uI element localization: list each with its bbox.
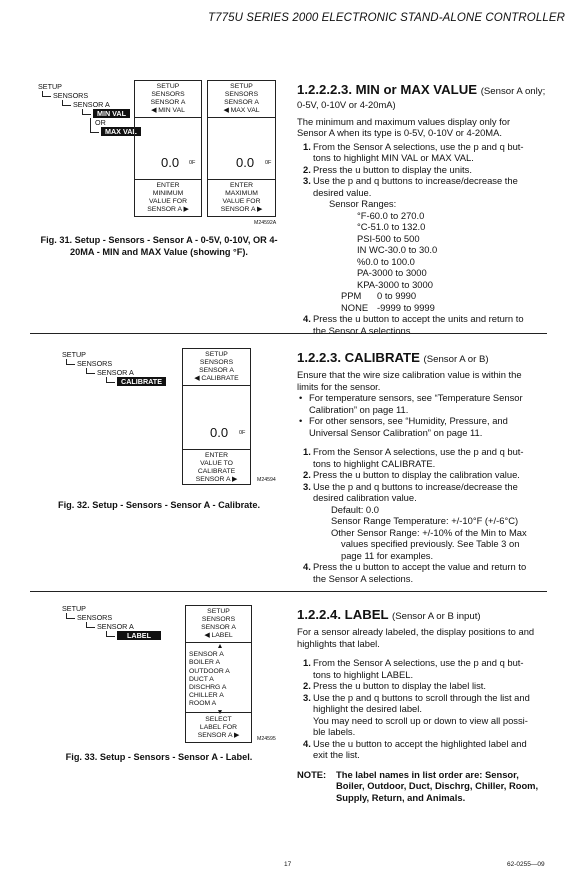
tree-or: OR	[90, 118, 106, 127]
figure-id: M24595	[257, 736, 276, 742]
list-item: 4. Press the u button to accept the units and return to the Sensor A selections.	[303, 313, 524, 336]
tree-setup: SETUP	[62, 350, 86, 359]
fig32-caption: Fig. 32. Setup - Sensors - Sensor A - Calibrate.	[58, 500, 260, 510]
fig31-menu-tree	[38, 82, 141, 136]
unit-label: 0F	[189, 160, 196, 166]
tree-setup: SETUP	[38, 82, 62, 91]
section-label	[297, 607, 552, 803]
fig31-caption: Fig. 31. Setup - Sensors - Sensor A - 0-5V, 0-10V, OR 4- 20MA - MIN and MAX Value (showing °F).	[40, 235, 278, 257]
list-item: 1. From the Sensor A selections, use the p and q but- tons to highlight CALIBRATE.	[303, 446, 524, 469]
none-range: NONE -9999 to 9999	[341, 301, 435, 313]
fig33-menu-tree	[62, 604, 161, 640]
tree-sensor-a: SENSOR A	[73, 100, 110, 109]
unit-label: 0F	[265, 160, 272, 166]
figure-id: M24592A	[254, 220, 277, 226]
list-item: 2. Press the u button to display the calibration value.	[303, 469, 520, 480]
section-intro: The minimum and maximum values display only for Sensor A when its type is 0-5V, 0-10V or 4-20MA.	[297, 115, 511, 138]
note-label: NOTE:	[297, 768, 327, 780]
section-heading: 1.2.2.2.3. MIN or MAX VALUE (Sensor A only;	[297, 82, 546, 97]
step-list	[297, 446, 552, 584]
tree-max-val: MAX VAL	[101, 127, 141, 136]
scroll-up-icon: ▲	[216, 643, 224, 650]
document-number: 62-0255—09	[507, 861, 545, 868]
fig31-max-display: SETUP SENSORS SENSOR A ◀ MAX VAL 0.0 0F ENTER MAXIMUM VALUE FOR SENSOR A ▶	[207, 80, 276, 217]
list-item: 2. Press the u button to display the units.	[303, 163, 472, 175]
section-min-max-value	[297, 82, 552, 336]
section-intro: Ensure that the wire size calibration value is within the limits for the sensor.	[297, 369, 522, 392]
fig32-calibrate-display: SETUP SENSORS SENSOR A ◀ CALIBRATE 0.0 0F ENTER VALUE TO CALIBRATE SENSOR A ▶	[182, 348, 251, 485]
section-heading: 1.2.2.3. CALIBRATE (Sensor A or B)	[297, 350, 489, 365]
fig33-label-display: SETUP SENSORS SENSOR A ◀ LABEL ▲ SENSOR A BOILER A OUTDOOR A DUCT A DISCHRG A CHILLER A ROOM A ▼ SELECT LABEL FOR SENSOR A ▶	[185, 605, 252, 743]
document-header: T775U SERIES 2000 ELECTRONIC STAND-ALONE CONTROLLER	[207, 12, 565, 24]
list-item: SENSOR A	[189, 651, 224, 659]
list-item: BOILER A	[189, 659, 220, 667]
min-value: 0.0	[161, 155, 180, 170]
tree-calibrate: CALIBRATE	[117, 377, 166, 386]
ppm-range: PPM 0 to 9990	[341, 290, 417, 301]
step-list	[297, 141, 552, 337]
section-intro: For a sensor already labeled, the display positions to and highlights that label.	[297, 626, 535, 649]
tree-sensors: SENSORS	[53, 91, 89, 100]
tree-setup: SETUP	[62, 604, 86, 613]
list-item: ROOM A	[189, 700, 217, 708]
list-item: 4. Use the u button to accept the highlighted label and exit the list.	[303, 737, 527, 760]
divider	[30, 591, 547, 592]
list-item: DUCT A	[189, 675, 214, 683]
list-item: OUTDOOR A	[189, 667, 230, 675]
ranges-label: Sensor Ranges:	[329, 198, 397, 209]
list-item: 3. Use the p and q buttons to increase/decrease the desired value. Sensor Ranges: °F-60.0 to 270.0 °C-51.0 to 132.0 PSI-500 to 500 IN WC-30.0 to 30.0 %0.0 to 100.0 PA-3000 to 3000 KPA-3000 to 3000 PPM 0 to 9990 NONE -9999 to 9999	[297, 175, 552, 313]
tree-sensors: SENSORS	[77, 613, 113, 622]
list-item: 3. Use the p and q buttons to scroll through the list and highlight the desired label. You may need to scroll up or down to view all possi- ble labels.	[303, 691, 530, 737]
section-calibrate	[297, 350, 552, 584]
section-heading-sub: 0-5V, 0-10V or 4-20mA)	[297, 99, 396, 110]
tree-min-val: MIN VAL	[93, 109, 130, 118]
list-item: • For other sensors, see “Humidity, Pressure, and Universal Sensor Calibration” on page 11.	[297, 415, 552, 438]
fig33-caption: Fig. 33. Setup - Sensors - Sensor A - Label.	[65, 752, 253, 762]
unit-label: 0F	[239, 430, 246, 436]
fig31-min-display: SETUP SENSORS SENSOR A ◀ MIN VAL 0.0 0F ENTER MINIMUM VALUE FOR SENSOR A ▶	[134, 80, 202, 217]
ranges-list: °F-60.0 to 270.0 °C-51.0 to 132.0 PSI-500 to 500 IN WC-30.0 to 30.0 %0.0 to 100.0 PA-3000 to 3000 KPA-3000 to 3000	[357, 209, 438, 290]
divider	[30, 333, 547, 334]
tree-sensor-a: SENSOR A	[97, 622, 134, 631]
note: NOTE: The label names in list order are: Sensor, Boiler, Outdoor, Duct, Dischrg, Chiller, Room, Supply, Return, and Animals.	[297, 768, 539, 803]
list-item: CHILLER A	[189, 692, 224, 700]
scroll-down-icon: ▼	[216, 708, 224, 716]
list-item: 3. Use the p and q buttons to increase/decrease the desired calibration value. Default: 0.0 Sensor Range Temperature: +/-10°F (+/-6°C) Other Sensor Range: +/-10% of the Min to Max values specified previously. See Table 3 on page 11 for examples.	[303, 480, 527, 561]
list-item: DISCHRG A	[189, 684, 227, 692]
section-heading: 1.2.2.4. LABEL (Sensor A or B input)	[297, 607, 481, 622]
label-list	[186, 643, 251, 717]
tree-label: LABEL	[117, 631, 161, 640]
list-item: 1. From the Sensor A selections, use the p and q but- tons to highlight MIN VAL or MAX VAL.	[303, 140, 524, 163]
bullet-list	[297, 392, 552, 438]
step-list	[297, 657, 552, 761]
list-item: 4. Press the u button to accept the value and return to the Sensor A selections.	[303, 561, 527, 584]
figure-id: M24594	[257, 477, 276, 483]
page-number: 17	[284, 861, 292, 868]
list-item: • For temperature sensors, see “Temperature Sensor Calibration” on page 11.	[297, 392, 552, 415]
tree-sensor-a: SENSOR A	[97, 368, 134, 377]
calibrate-value: 0.0	[210, 425, 229, 440]
list-item: 1. From the Sensor A selections, use the p and q but- tons to highlight LABEL.	[303, 657, 524, 680]
tree-sensors: SENSORS	[77, 359, 113, 368]
list-item: 2. Press the u button to display the label list.	[303, 680, 487, 691]
max-value: 0.0	[236, 155, 255, 170]
fig32-menu-tree	[62, 350, 166, 386]
